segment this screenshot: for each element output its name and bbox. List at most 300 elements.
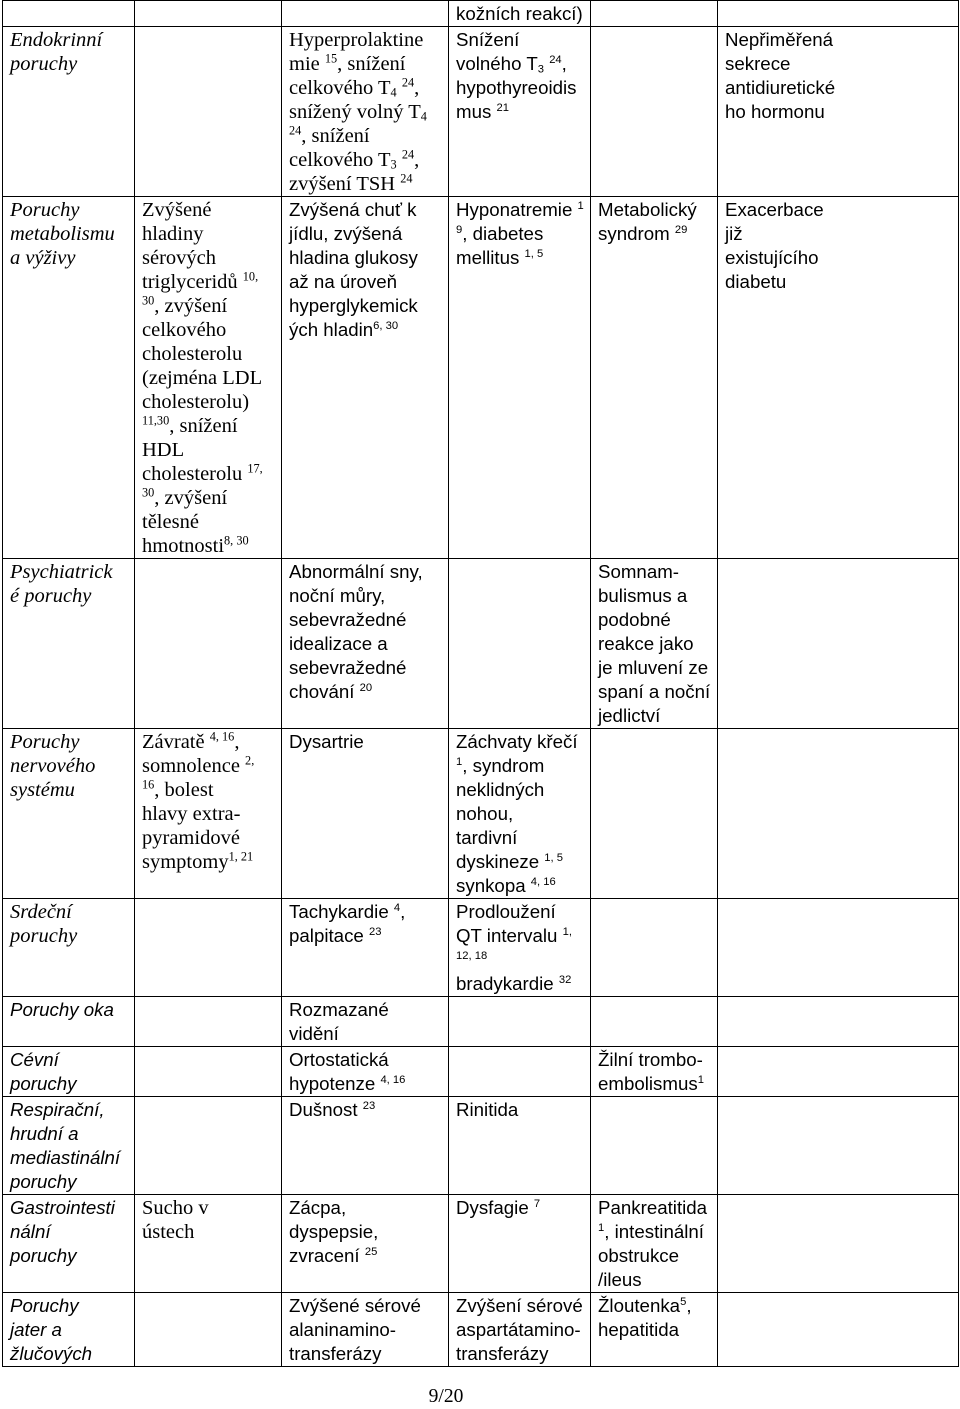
table-cell [135,729,282,899]
table-cell [449,197,591,559]
organ-system-cell [3,1,135,27]
cell-line [598,704,714,728]
cell-line [289,148,445,172]
table-cell [282,1195,449,1293]
table-cell [282,729,449,899]
cell-line [289,1342,445,1366]
text-segment: noční můry, [289,585,386,606]
cell-line [289,270,445,294]
text-segment: poruchy [10,925,78,947]
table-cell [718,729,959,899]
text-segment: Dušnost [289,1099,363,1120]
cell-line [142,366,278,390]
table-cell [282,1293,449,1367]
cell-line [10,1122,131,1146]
text-segment: ústech [142,1221,195,1243]
text-segment: nohou, [456,803,514,824]
table-cell [591,197,718,559]
text-segment: , [686,1295,692,1316]
text-segment: Respirační, [10,1099,105,1120]
cell-line [142,510,278,534]
cell-line [142,438,278,462]
table-cell [449,1293,591,1367]
text-segment: vidění [289,1023,339,1044]
cell-line [289,172,445,196]
cell-line [10,1294,131,1318]
subscript: 3 [537,63,544,76]
cell-line [725,198,955,222]
text-segment: neklidných [456,779,545,800]
cell-line [456,1196,587,1220]
cell-line [10,778,131,802]
table-cell [591,1195,718,1293]
cell-line [289,1244,445,1268]
table-cell [135,1097,282,1195]
table-cell [718,559,959,729]
text-segment: kožních reakcí) [456,3,583,24]
cell-line [725,52,955,76]
table-cell [282,27,449,197]
text-segment: existujícího [725,247,819,268]
cell-line [456,2,587,26]
cell-line [10,998,131,1022]
text-segment: nervového [10,755,96,777]
reference-superscript: 8, 30 [224,533,249,548]
cell-line [10,1342,131,1366]
text-segment: Endokrinní [10,29,103,51]
cell-line [289,1022,445,1046]
text-segment: hypothyreoidis [456,77,577,98]
cell-line [598,1244,714,1268]
table-cell [591,1047,718,1097]
cell-line [289,632,445,656]
cell-line [289,1294,445,1318]
text-segment: až na úroveň [289,271,398,292]
text-segment: Poruchy oka [10,999,114,1020]
cell-line [289,584,445,608]
cell-line [456,826,587,850]
text-segment: a výživy [10,247,76,269]
reference-superscript: 1, 5 [544,852,564,865]
cell-line [456,246,587,270]
cell-line [142,390,278,414]
cell-line [142,778,278,802]
table-cell [718,197,959,559]
table-cell [449,1097,591,1195]
text-segment: transferázy [289,1343,382,1364]
subscript: 4 [420,109,427,124]
text-segment: Hyperprolaktine [289,29,424,51]
organ-system-cell [3,1293,135,1367]
cell-line [10,754,131,778]
page-number: 9/20 [428,1386,464,1407]
table-row [3,899,959,997]
text-segment: celkového T [289,77,391,99]
cell-line [456,874,587,898]
reference-superscript: 1, 21 [228,849,254,864]
cell-line [10,1048,131,1072]
text-segment: celkového T [289,149,391,171]
adverse-effects-table [2,0,959,1367]
text-segment: poruchy [10,1171,77,1192]
table-cell [135,1047,282,1097]
reference-superscript: 29 [674,224,688,237]
cell-line [10,28,131,52]
organ-system-cell [3,1195,135,1293]
table-cell [449,899,591,997]
reference-superscript: 4, 16 [380,1074,406,1087]
text-segment: Žilní trombo- [598,1049,703,1070]
cell-line [142,1196,278,1220]
text-segment: sebevražedné [289,609,407,630]
table-row [3,27,959,197]
table-row [3,197,959,559]
cell-line [142,246,278,270]
reference-superscript: 1 [598,1222,605,1235]
cell-line [289,560,445,584]
cell-line [289,1318,445,1342]
cell-line [142,294,278,318]
table-cell [282,1,449,27]
text-segment: mie [289,53,325,75]
cell-line [289,28,445,52]
reference-superscript: 1, 5 [524,248,544,261]
cell-line [456,730,587,754]
text-segment: bulismus a [598,585,688,606]
cell-line [142,222,278,246]
text-segment: chování [289,681,360,702]
text-segment: žlučových [10,1343,93,1364]
reference-superscript: 23 [362,1100,376,1113]
text-segment: idealizace a [289,633,388,654]
cell-line [142,342,278,366]
text-segment: dyskineze [456,851,545,872]
reference-superscript: 30 [142,293,155,308]
subscript: 3 [390,157,397,172]
cell-line [142,270,278,294]
table-row [3,1195,959,1293]
cell-line [598,222,714,246]
text-segment: hmotnosti [142,535,225,557]
organ-system-cell [3,729,135,899]
cell-line [142,754,278,778]
cell-line [10,560,131,584]
table-cell [718,997,959,1047]
text-segment: hladiny [142,223,204,245]
cell-line [10,924,131,948]
table-cell [135,997,282,1047]
cell-line [456,924,587,948]
text-segment: , snížení [169,415,238,437]
cell-line [289,76,445,100]
cell-line [142,850,278,874]
cell-line [142,318,278,342]
text-segment: hlavy extra- [142,803,241,825]
text-segment: Dysfagie [456,1197,534,1218]
text-segment: podobné [598,609,671,630]
cell-line [456,900,587,924]
text-segment: aspartátamino- [456,1319,581,1340]
cell-line [289,198,445,222]
cell-line [456,198,587,222]
text-segment: Zvýšené sérové [289,1295,421,1316]
cell-line [289,246,445,270]
text-segment: poruchy [10,53,78,75]
text-segment: synkopa [456,875,531,896]
reference-superscript: 32 [558,974,572,987]
text-segment: , zvýšení [154,487,228,509]
cell-line [142,414,278,438]
cell-line [456,28,587,52]
cell-line [598,1072,714,1096]
organ-system-cell [3,1097,135,1195]
table-cell [718,27,959,197]
reference-superscript: 12, 18 [456,950,488,963]
text-segment: zvýšení TSH [289,173,401,195]
cell-line [10,1220,131,1244]
cell-line [456,754,587,778]
table-row [3,1293,959,1367]
text-segment: Prodloužení [456,901,556,922]
text-segment: , [234,731,240,753]
text-segment: poruchy [10,1073,77,1094]
cell-line [289,1048,445,1072]
cell-line [10,730,131,754]
table-cell [718,1195,959,1293]
text-segment: é poruchy [10,585,92,607]
reference-superscript: 24 [549,54,562,67]
cell-line [725,28,955,52]
table-cell [718,899,959,997]
text-segment: hyperglykemick [289,295,418,316]
cell-line [598,584,714,608]
cell-line [10,1244,131,1268]
cell-line [456,1294,587,1318]
text-segment: sekrece [725,53,791,74]
cell-line [456,1098,587,1122]
text-segment: Psychiatrick [10,561,113,583]
text-segment: nální [10,1221,51,1242]
table-cell [718,1293,959,1367]
text-segment: mus [456,101,497,122]
table-cell [449,729,591,899]
reference-superscript: 5 [680,1296,687,1309]
table-cell [449,27,591,197]
cell-line [10,222,131,246]
cell-line [598,198,714,222]
organ-system-cell [3,559,135,729]
organ-system-cell [3,997,135,1047]
reference-superscript: 20 [359,682,373,695]
cell-line [10,900,131,924]
cell-line [456,1342,587,1366]
cell-line [456,850,587,874]
cell-line [10,1170,131,1194]
text-segment: bradykardie [456,973,559,994]
cell-line [289,100,445,124]
text-segment: Ortostatická [289,1049,389,1070]
text-segment: Metabolický [598,199,697,220]
cell-line [142,730,278,754]
text-segment: snížený volný T [289,101,421,123]
cell-line [10,52,131,76]
table-cell [591,1097,718,1195]
reference-superscript: 1 [577,200,584,213]
text-segment: hepatitida [598,1319,680,1340]
table-cell [282,559,449,729]
cell-line [289,1220,445,1244]
table-cell [591,27,718,197]
table-cell [449,1047,591,1097]
text-segment: , [414,77,420,99]
text-segment: , syndrom [462,755,545,776]
text-segment: cholesterolu [142,343,243,365]
text-segment: poruchy [10,1245,77,1266]
text-segment: , diabetes [462,223,544,244]
table-cell [718,1097,959,1195]
text-segment: embolismus [598,1073,698,1094]
text-segment: Dysartrie [289,731,364,752]
table-cell [449,997,591,1047]
text-segment: Poruchy [10,731,80,753]
reference-superscript: 15 [324,51,338,66]
cell-line [456,222,587,246]
cell-line [289,1196,445,1220]
text-segment: Záchvaty křečí [456,731,578,752]
text-segment: Zvýšené [142,199,212,221]
text-segment: Srdeční [10,901,72,923]
cell-line [10,198,131,222]
text-segment: , snížení [337,53,406,75]
table-cell [282,899,449,997]
text-segment: reakce jako [598,633,694,654]
text-segment: somnolence [142,755,246,777]
text-segment: Exacerbace [725,199,824,220]
cell-line [456,100,587,124]
text-segment: hypotenze [289,1073,381,1094]
cell-line [456,802,587,826]
table-cell [591,729,718,899]
text-segment: ho hormonu [725,101,825,122]
text-segment: , [561,53,567,74]
table-cell [591,899,718,997]
cell-line [456,948,587,972]
cell-line [10,1318,131,1342]
organ-system-cell [3,899,135,997]
table-cell [591,1293,718,1367]
table-row [3,1,959,27]
reference-superscript: 25 [364,1246,378,1259]
reference-superscript: 24 [289,123,302,138]
cell-line [598,632,714,656]
text-segment: , [414,149,420,171]
table-cell [135,27,282,197]
text-segment: Pankreatitida [598,1197,708,1218]
text-segment: mediastinální [10,1147,121,1168]
table-cell [282,1047,449,1097]
cell-line [289,124,445,148]
cell-line [289,656,445,680]
cell-line [456,778,587,802]
table-cell [282,197,449,559]
cell-line [289,1072,445,1096]
cell-line [289,900,445,924]
text-segment: , zvýšení [154,295,228,317]
table-row [3,1047,959,1097]
text-segment: systému [10,779,75,801]
text-segment: Cévní [10,1049,59,1070]
reference-superscript: 24 [400,171,413,186]
cell-line [598,560,714,584]
cell-line [289,730,445,754]
cell-line [598,1268,714,1292]
cell-line [142,802,278,826]
table-body [3,1,959,1367]
text-segment: volného T [456,53,538,74]
text-segment: (zejména LDL [142,367,263,389]
cell-line [142,534,278,558]
text-segment: Poruchy [10,199,80,221]
cell-line [598,656,714,680]
reference-superscript: 24 [401,147,415,162]
cell-line [598,1294,714,1318]
table-row [3,997,959,1047]
cell-line [10,1196,131,1220]
cell-line [289,998,445,1022]
text-segment: Somnam- [598,561,680,582]
table-cell [449,1195,591,1293]
reference-superscript: 30 [142,485,155,500]
text-segment: , snížení [301,125,370,147]
text-segment: Sucho v [142,1197,209,1219]
text-segment: tardivní [456,827,518,848]
cell-line [142,826,278,850]
cell-line [10,246,131,270]
text-segment: Snížení [456,29,520,50]
text-segment: jater a [10,1319,62,1340]
cell-line [289,52,445,76]
cell-line [289,680,445,704]
text-segment: je mluvení ze [598,657,709,678]
table-cell [591,1,718,27]
text-segment: Rozmazané [289,999,389,1020]
cell-line [725,100,955,124]
text-segment: Žloutenka [598,1295,681,1316]
text-segment: sebevražedné [289,657,407,678]
reference-superscript: 11,30 [142,413,170,428]
reference-superscript: 4, 16 [530,876,556,889]
text-segment: palpitace [289,925,369,946]
text-segment: transferázy [456,1343,549,1364]
text-segment: cholesterolu) [142,391,250,413]
table-cell [135,1293,282,1367]
text-segment: jedlictví [598,705,661,726]
text-segment: obstrukce [598,1245,680,1266]
cell-line [598,680,714,704]
table-cell [718,1047,959,1097]
text-segment: Zvýšení sérové [456,1295,583,1316]
table-cell [135,1195,282,1293]
cell-line [10,1072,131,1096]
table-row [3,559,959,729]
text-segment: Rinitida [456,1099,519,1120]
table-cell [135,1,282,27]
table-cell [282,1097,449,1195]
text-segment: Nepřiměřená [725,29,834,50]
cell-line [289,222,445,246]
text-segment: triglyceridů [142,271,243,293]
cell-line [456,1318,587,1342]
